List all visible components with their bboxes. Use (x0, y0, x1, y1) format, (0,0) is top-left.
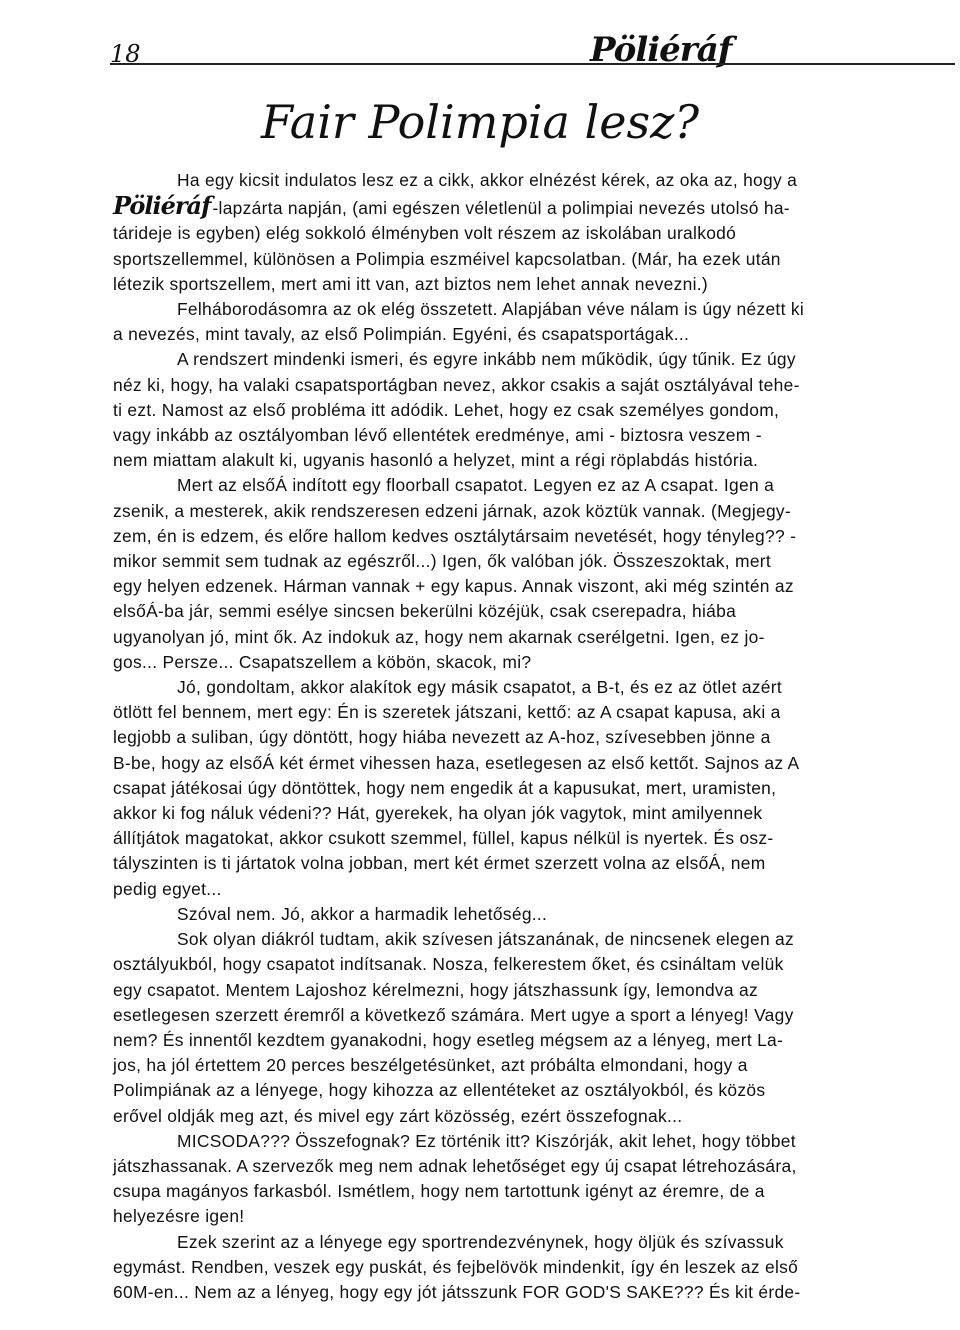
text-line (113, 193, 953, 221)
text-line (113, 877, 953, 902)
text-line (113, 347, 953, 372)
text-line-content: Ha egy kicsit indulatos lesz ez a cikk, akkor elnézést kérek, az oka az, hogy a (177, 170, 798, 190)
text-line (113, 851, 953, 876)
text-line (113, 398, 953, 423)
magazine-logo: Pöliéráf (590, 30, 732, 70)
text-line (113, 549, 953, 574)
text-line-content: Jó, gondoltam, akkor alakítok egy másik csapatot, a B-t, és ez az ötlet azért (177, 677, 782, 698)
text-line-content: ugyanolyan jó, mint ők. Az indokuk az, hogy nem akarnak cserélgetni. Igen, ez jo- (113, 626, 765, 647)
text-line (113, 272, 953, 297)
text-line (113, 1230, 953, 1255)
text-line (113, 978, 953, 1003)
text-line (113, 650, 953, 675)
text-line-content: osztályukból, hogy csapatot indítsanak. Nosza, felkerestem őket, és csináltam velük (113, 954, 784, 975)
text-line (113, 776, 953, 801)
text-line-content: akkor ki fog náluk védeni?? Hát, gyerekek, ha olyan jók vagytok, mint amilyennek (113, 803, 763, 824)
text-line-content: gos... Persze... Csapatszellem a köbön, skacok, mi? (113, 651, 532, 672)
text-line-content: -lapzárta napján, (ami egészen véletlenül a polimpiai nevezés utolsó ha- (212, 198, 790, 219)
text-line (113, 700, 953, 725)
text-line-content: zem, én is edzem, és előre hallom kedves osztálytársaim nevetését, hogy tényleg?? - (113, 525, 797, 546)
text-line (113, 751, 953, 776)
text-line (113, 1078, 953, 1103)
text-line (113, 826, 953, 851)
text-line-content: egy helyen edzenek. Hárman vannak + egy kapus. Annak viszont, aki még szintén az (113, 576, 794, 597)
text-line-content: MICSODA??? Összefognak? Ez történik itt? Kiszórják, akit lehet, hogy többet (177, 1130, 796, 1151)
text-line-content: Szóval nem. Jó, akkor a harmadik lehetőség... (177, 903, 548, 924)
text-line (113, 1028, 953, 1053)
text-line-content: létezik sportszellem, mert ami itt van, azt biztos nem lehet annak nevezni.) (113, 273, 709, 294)
text-line-content: néz ki, hogy, ha valaki csapatsportágban nevez, akkor csakis a saját osztályával tehe- (113, 374, 800, 395)
text-line (113, 499, 953, 524)
article-title: Fair Polimpia lesz? (260, 95, 699, 149)
text-line (113, 1053, 953, 1078)
text-line-content: B-be, hogy az elsőÁ két érmet vihessen haza, esetlegesen az első kettőt. Sajnos az A (113, 752, 800, 773)
text-line (113, 1154, 953, 1179)
page-number: 18 (110, 40, 141, 68)
text-line (113, 801, 953, 826)
text-line-content: elsőÁ-ba jár, semmi esélye sincsen bekerülni közéjük, csak cserepadra, hiába (113, 601, 737, 622)
text-line-content: jos, ha jól értettem 20 perces beszélgetésünket, azt próbálta elmondani, hogy a (113, 1055, 748, 1076)
text-line-content: tárideje is egyben) elég sokkoló élményben volt részem az iskolában uralkodó (113, 223, 737, 244)
text-line (113, 221, 953, 246)
text-line (113, 599, 953, 624)
header-rule (110, 63, 955, 65)
text-line-content: Mert az elsőÁ indított egy floorball csapatot. Legyen ez az A csapat. Igen a (177, 475, 775, 496)
text-line-content: erővel oldják meg azt, és mivel egy zárt közösség, ezért összefognak... (113, 1105, 683, 1126)
text-line (113, 1003, 953, 1028)
text-line-content: egymást. Rendben, veszek egy puskát, és fejbelövök mindenkit, így én leszek az első (113, 1256, 799, 1277)
text-line-content: a nevezés, mint tavaly, az első Polimpián. Egyéni, és csapatsportágak... (113, 324, 690, 345)
text-line (113, 1104, 953, 1129)
text-line (113, 473, 953, 498)
text-line-content: zsenik, a mesterek, akik rendszeresen edzeni járnak, azok köztük vannak. (Megjegy- (113, 500, 792, 521)
text-line-content: játszhassanak. A szervezők meg nem adnak lehetőséget egy új csapat létrehozására, (113, 1155, 797, 1176)
text-line (113, 927, 953, 952)
text-line (113, 524, 953, 549)
text-line (113, 1280, 953, 1305)
text-line (113, 1129, 953, 1154)
text-line (113, 423, 953, 448)
text-line (113, 322, 953, 347)
text-line-content: mikor semmit sem tudnak az egészről...) Igen, ők valóban jók. Összeszoktak, mert (113, 551, 772, 572)
text-line-content: ötlött fel bennem, mert egy: Én is szeretek játszani, kettő: az A csapat kapusa, aki a (113, 702, 781, 723)
text-line-content: tályszinten is ti jártatok volna jobban, mert két érmet szerzett volna az elsőÁ, nem (113, 853, 766, 874)
text-line (113, 902, 953, 927)
text-line-content: csapat játékosai úgy döntöttek, hogy nem engedik át a kapusukat, mert, uramisten, (113, 777, 777, 798)
text-line (113, 247, 953, 272)
text-line-content: esetlegesen szerzett éremről a következő számára. Mert ugye a sport a lényeg! Vagy (113, 1004, 794, 1025)
text-line (113, 373, 953, 398)
text-line-content: Polimpiának az a lényege, hogy kihozza az ellentéteket az osztályokból, és közös (113, 1080, 766, 1101)
text-line (113, 297, 953, 322)
text-line-content: 60M-en... Nem az a lényeg, hogy egy jót játsszunk FOR GOD'S SAKE??? És kit érde- (113, 1281, 801, 1302)
inline-magazine-logo: Pöliéráf (113, 191, 211, 221)
text-line (113, 1255, 953, 1280)
text-line (113, 168, 953, 193)
text-line (113, 675, 953, 700)
text-line-content: Sok olyan diákról tudtam, akik szívesen játszanának, de nincsenek elegen az (177, 929, 795, 950)
text-line (113, 574, 953, 599)
text-line (113, 625, 953, 650)
text-line (113, 1204, 953, 1229)
text-line-content: csupa magányos farkasból. Ismétlem, hogy nem tartottunk igényt az éremre, de a (113, 1181, 765, 1202)
text-line-content: egy csapatot. Mentem Lajoshoz kérelmezni, hogy játszhassunk így, lemondva az (113, 979, 758, 1000)
page-header (110, 30, 955, 68)
text-line-content: állítjátok magatokat, akkor csukott szemmel, füllel, kapus nélkül is nyertek. És osz- (113, 828, 774, 849)
text-line-content: vagy inkább az osztályomban lévő ellentétek eredménye, ami - biztosra veszem - (113, 425, 762, 446)
text-line-content: Ezek szerint az a lényege egy sportrendezvénynek, hogy öljük és szívassuk (177, 1231, 784, 1252)
text-line-content: nem miattam alakult ki, ugyanis hasonló a helyzet, mint a régi röplabdás história. (113, 450, 759, 471)
text-line-content: sportszellemmel, különösen a Polimpia eszméivel kapcsolatban. (Már, ha ezek után (113, 248, 781, 269)
text-line (113, 725, 953, 750)
text-line-content: pedig egyet... (113, 878, 222, 899)
text-line-content: nem? És innentől kezdtem gyanakodni, hogy esetleg mégsem az a lényeg, mert La- (113, 1029, 784, 1050)
article-body (113, 168, 953, 1305)
text-line-content: legjobb a suliban, úgy döntött, hogy hiába nevezett az A-hoz, szívesebben jönne a (113, 727, 771, 748)
text-line-content: helyezésre igen! (113, 1206, 245, 1227)
text-line-content: Felháborodásomra az ok elég összetett. Alapjában véve nálam is úgy nézett ki (177, 299, 804, 320)
text-line (113, 1179, 953, 1204)
text-line (113, 952, 953, 977)
text-line-content: ti ezt. Namost az első probléma itt adódik. Lehet, hogy ez csak személyes gondom, (113, 399, 780, 420)
text-line-content: A rendszert mindenki ismeri, és egyre inkább nem működik, úgy tűnik. Ez úgy (177, 349, 796, 370)
text-line (113, 448, 953, 473)
